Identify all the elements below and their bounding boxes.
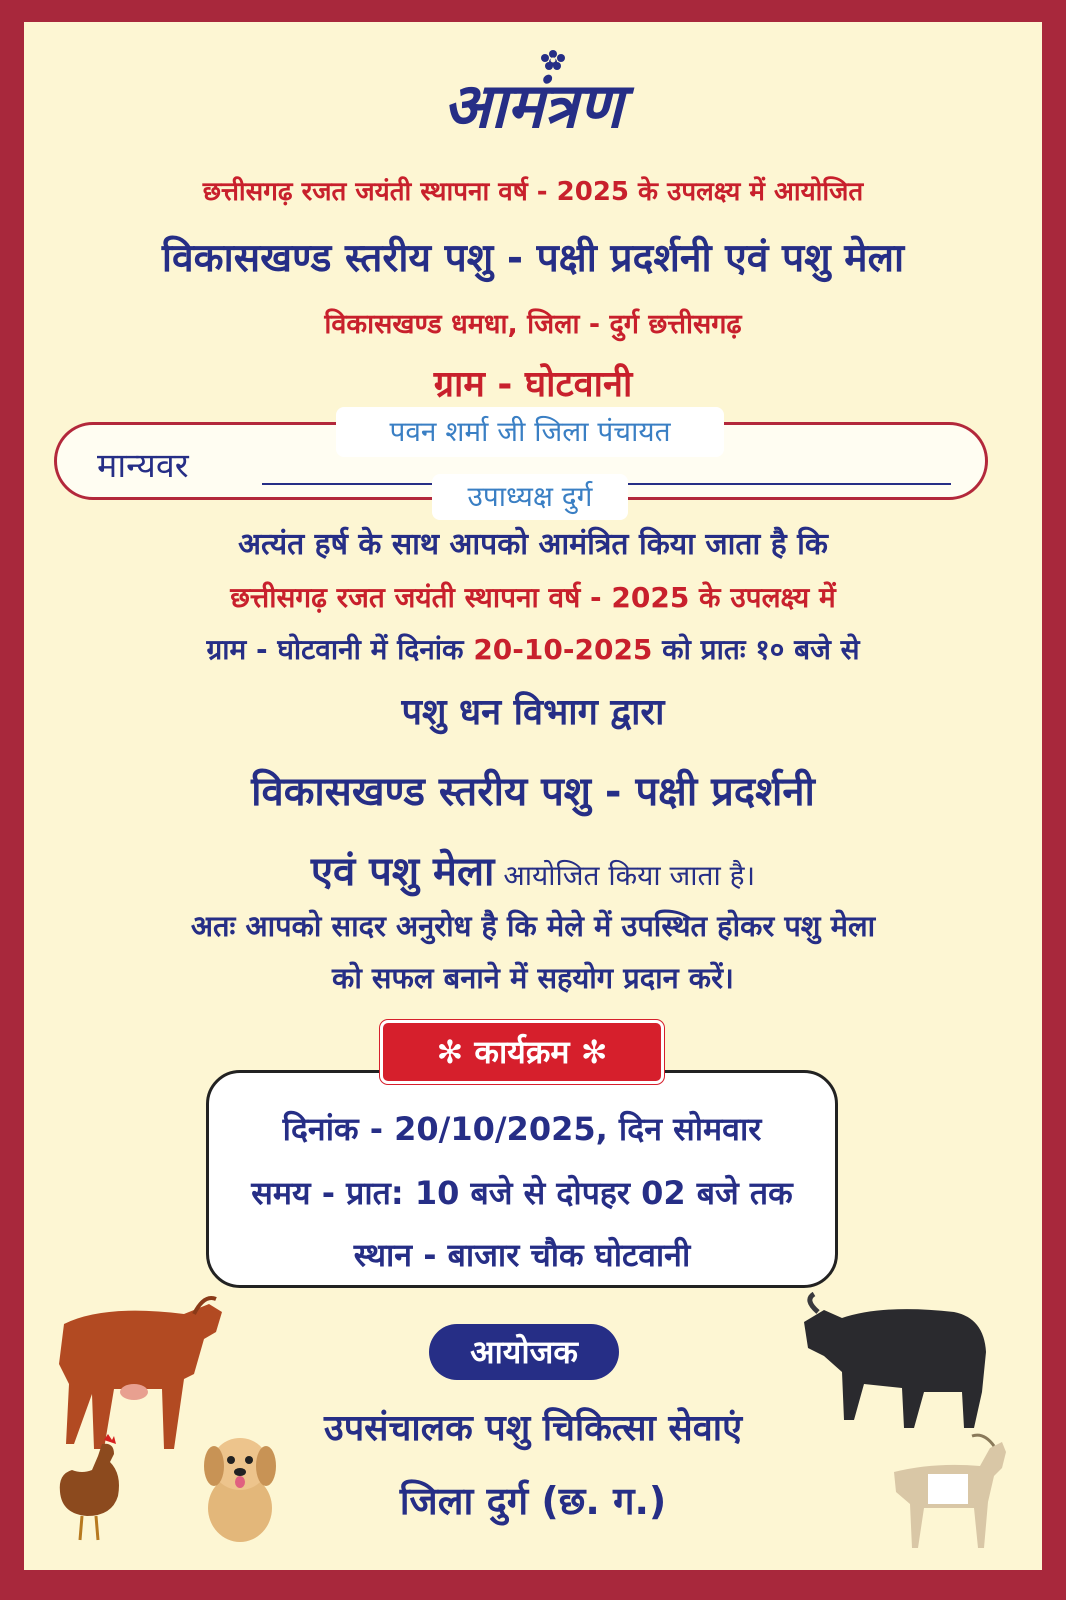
hen-icon xyxy=(52,1434,132,1544)
program-venue: स्थान - बाजार चौक घोटवानी xyxy=(353,1236,691,1274)
event-date-highlight: 20-10-2025 xyxy=(473,633,653,666)
event-title: विकासखण्ड स्तरीय पशु - पक्षी प्रदर्शनी एवं पशु मेला xyxy=(161,236,905,281)
organizer-district: जिला दुर्ग (छ. ग.) xyxy=(399,1479,667,1523)
occasion-line: छत्तीसगढ़ रजत जयंती स्थापना वर्ष - 2025 के उपलक्ष्य में आयोजित xyxy=(202,177,864,207)
logo-text: आमंत्रण xyxy=(443,69,623,142)
body-line-6-bold: एवं पशु मेला xyxy=(310,849,495,895)
program-time: समय - प्रात: 10 बजे से दोपहर 02 बजे तक xyxy=(251,1174,793,1212)
body-line-6-rest: आयोजित किया जाता है। xyxy=(494,859,756,892)
body-line-5: विकासखण्ड स्तरीय पशु - पक्षी प्रदर्शनी xyxy=(251,769,815,815)
body-line-3-prefix: ग्राम - घोटवानी में दिनांक xyxy=(206,633,474,666)
village-name: ग्राम - घोटवानी xyxy=(433,364,633,405)
buffalo-icon xyxy=(794,1292,994,1432)
guest-label: मान्यवर xyxy=(97,446,189,486)
body-line-3 xyxy=(24,630,1042,668)
program-date: दिनांक - 20/10/2025, दिन सोमवार xyxy=(282,1110,762,1148)
puppy-icon xyxy=(194,1426,286,1546)
program-heading-badge: ✻ कार्यक्रम ✻ xyxy=(380,1020,664,1084)
guest-designation: उपाध्यक्ष दुर्ग xyxy=(467,480,593,513)
body-line-3-suffix: को प्रातः १० बजे से xyxy=(652,633,860,666)
program-box xyxy=(206,1070,838,1288)
goat-icon xyxy=(884,1432,1014,1552)
body-line-4: पशु धन विभाग द्वारा xyxy=(401,692,665,733)
guest-name: पवन शर्मा जी जिला पंचायत xyxy=(389,415,671,448)
invitation-card xyxy=(24,22,1042,1570)
location-line: विकासखण्ड धमधा, जिला - दुर्ग छत्तीसगढ़ xyxy=(324,309,742,340)
body-line-1: अत्यंत हर्ष के साथ आपको आमंत्रित किया जाता है कि xyxy=(238,527,828,562)
body-line-8: को सफल बनाने में सहयोग प्रदान करें। xyxy=(332,961,734,995)
organizer-badge: आयोजक xyxy=(429,1324,619,1380)
body-line-6 xyxy=(24,842,1042,897)
body-line-2: छत्तीसगढ़ रजत जयंती स्थापना वर्ष - 2025 के उपलक्ष्य में xyxy=(230,581,836,614)
organizer-name: उपसंचालक पशु चिकित्सा सेवाएं xyxy=(324,1408,742,1449)
body-line-7: अतः आपको सादर अनुरोध है कि मेले में उपस्थित होकर पशु मेला xyxy=(190,909,876,943)
